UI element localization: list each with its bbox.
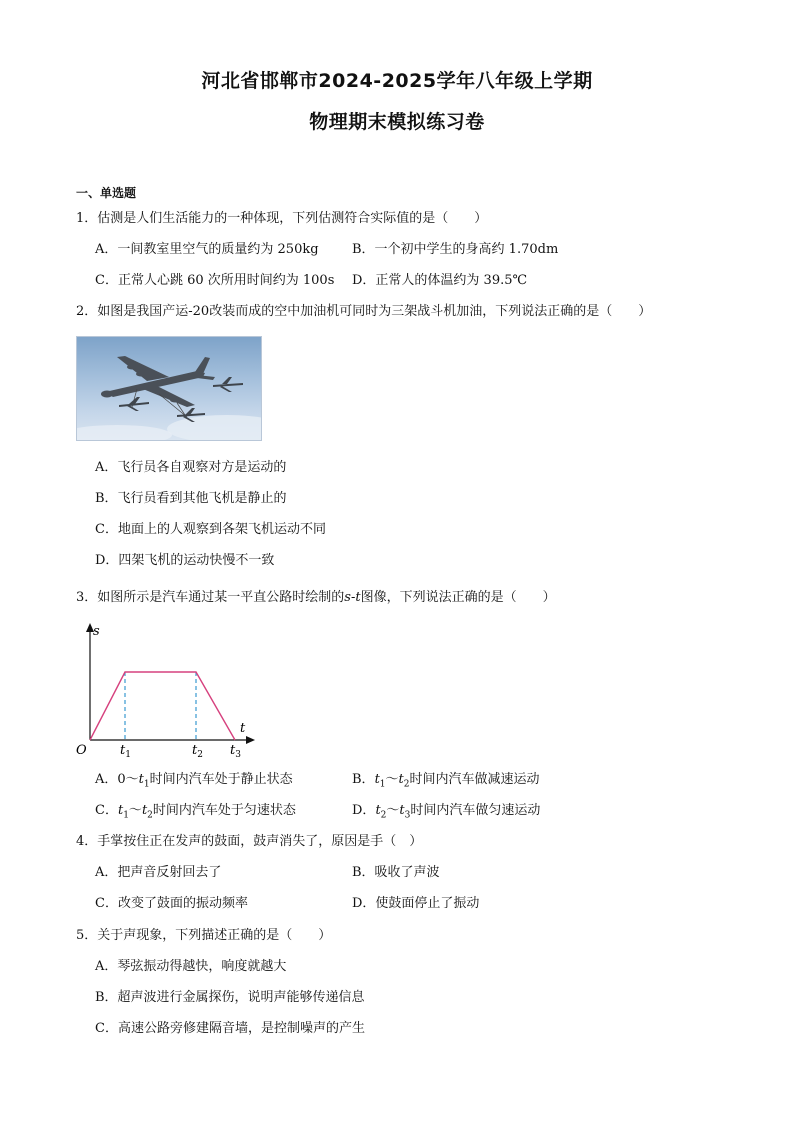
x-axis-arrow — [246, 736, 255, 744]
q4-option-c: C．改变了鼓面的振动频率 — [95, 896, 248, 911]
q3-stem: 3．如图所示是汽车通过某一平直公路时绘制的s-t图像，下列说法正确的是（ ） — [76, 590, 556, 605]
exam-title-line1: 河北省邯郸市2024-2025学年八年级上学期 — [201, 70, 593, 92]
q2-option-a: A．飞行员各自观察对方是运动的 — [95, 460, 287, 475]
section-heading: 一、单选题 — [76, 186, 137, 200]
aircraft-illustration — [77, 337, 262, 441]
aerial-refueling-photo — [76, 336, 262, 441]
tick-label-t2: $t_2$ — [192, 743, 203, 760]
tick-label-t1: $t_1$ — [120, 743, 131, 760]
q4-option-a: A．把声音反射回去了 — [95, 865, 222, 880]
s-t-graph — [74, 620, 264, 762]
q5-option-a: A．琴弦振动得越快，响度就越大 — [95, 959, 287, 974]
tick-label-t3: $t_3$ — [230, 743, 241, 760]
q3-option-d: D．$t_2\sim t_3$时间内汽车做匀速运动 — [352, 803, 541, 821]
q4-option-b: B．吸收了声波 — [352, 865, 440, 880]
q5-stem: 5．关于声现象，下列描述正确的是（ ） — [76, 928, 332, 943]
q3-option-a: A．$0\sim t_1$时间内汽车处于静止状态 — [95, 772, 293, 790]
q1-option-c: C．正常人心跳 60 次所用时间约为 100s — [95, 273, 335, 288]
x-axis-label: t — [240, 721, 246, 736]
q2-stem: 2．如图是我国产运-20改装而成的空中加油机可同时为三架战斗机加油，下列说法正确的是（ ） — [76, 304, 652, 319]
y-axis-label: s — [93, 624, 100, 639]
q2-option-b: B．飞行员看到其他飞机是静止的 — [95, 491, 287, 506]
q2-option-c: C．地面上的人观察到各架飞机运动不同 — [95, 522, 326, 537]
q1-option-b: B．一个初中学生的身高约 1.70dm — [352, 242, 559, 257]
q5-option-b: B．超声波进行金属探伤，说明声能够传递信息 — [95, 990, 365, 1005]
q4-stem: 4．手掌按住正在发声的鼓面，鼓声消失了，原因是手（ ） — [76, 834, 423, 849]
q1-option-a: A．一间教室里空气的质量约为 250kg — [95, 242, 319, 257]
s-t-curve — [90, 672, 235, 740]
q3-option-c: C．$t_1\sim t_2$时间内汽车处于匀速状态 — [95, 803, 296, 821]
origin-label: O — [76, 743, 87, 758]
q1-stem: 1．估测是人们生活能力的一种体现，下列估测符合实际值的是（ ） — [76, 211, 488, 226]
q3-option-b: B．$t_1\sim t_2$时间内汽车做减速运动 — [352, 772, 540, 790]
q4-option-d: D．使鼓面停止了振动 — [352, 896, 480, 911]
q1-option-d: D．正常人的体温约为 39.5℃ — [352, 273, 528, 288]
exam-title-line2: 物理期末模拟练习卷 — [309, 111, 485, 133]
q2-option-d: D．四架飞机的运动快慢不一致 — [95, 553, 275, 568]
q5-option-c: C．高速公路旁修建隔音墙，是控制噪声的产生 — [95, 1021, 365, 1036]
